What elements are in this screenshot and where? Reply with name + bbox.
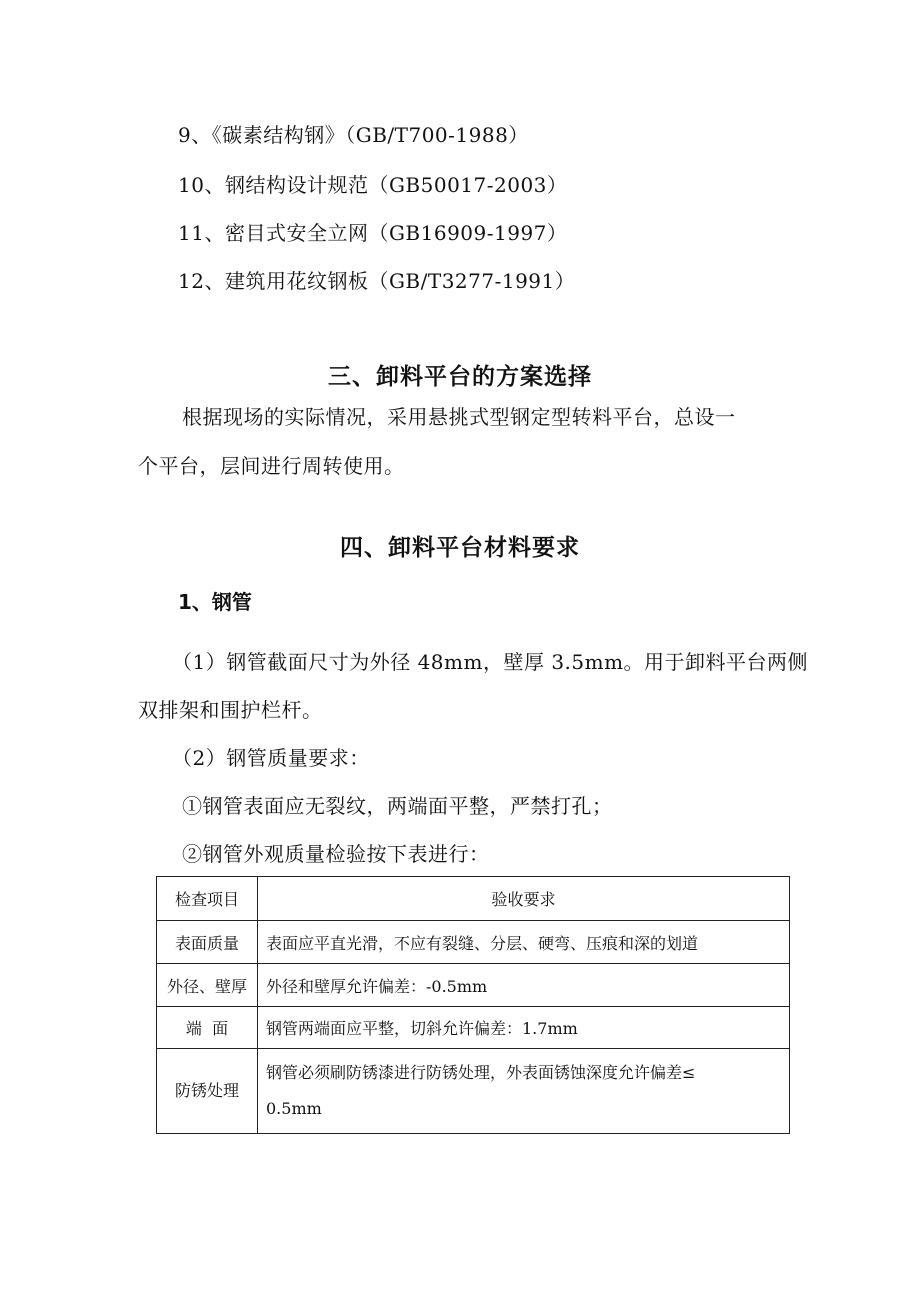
section-3-paragraph-line-2: 个平台，层间进行周转使用。: [138, 454, 405, 478]
reference-item-9: 9、《碳素结构钢》（GB/T700-1988）: [178, 123, 529, 147]
header-acceptance-requirement: 验收要求: [258, 877, 790, 921]
requirement-line-1: 钢管必须刷防锈漆进行防锈处理，外表面锈蚀深度允许偏差≤: [266, 1063, 696, 1082]
header-inspection-item: 检查项目: [157, 877, 258, 921]
section-3-heading: 三、卸料平台的方案选择: [328, 364, 592, 390]
table-header-row: [157, 877, 790, 921]
table-cell-item: 外径、壁厚: [157, 964, 258, 1007]
requirement-item-1: ①钢管表面应无裂纹，两端面平整，严禁打孔；: [182, 794, 613, 818]
reference-item-10: 10、钢结构设计规范（GB50017-2003）: [178, 173, 568, 197]
paragraph-1-line-2: 双排架和围护栏杆。: [138, 698, 323, 722]
table-cell-requirement: 外径和壁厚允许偏差：-0.5mm: [258, 964, 790, 1007]
paragraph-1-line-1: （1）钢管截面尺寸为外径 48mm，壁厚 3.5mm。用于卸料平台两侧: [172, 650, 809, 674]
table-row: [157, 1049, 790, 1134]
subsection-steel-pipe-heading: 1、钢管: [178, 590, 252, 614]
table-row: [157, 964, 790, 1007]
section-4-heading: 四、卸料平台材料要求: [340, 535, 580, 561]
table-cell-item: 防锈处理: [157, 1049, 258, 1134]
pipe-inspection-table: [156, 876, 790, 1134]
table-row: [157, 921, 790, 964]
paragraph-2: （2）钢管质量要求：: [172, 746, 370, 770]
table-cell-requirement: [258, 1049, 790, 1134]
section-3-paragraph-line-1: 根据现场的实际情况，采用悬挑式型钢定型转料平台，总设一: [182, 405, 736, 429]
table-cell-item: 表面质量: [157, 921, 258, 964]
requirement-line-2: 0.5mm: [266, 1099, 322, 1118]
reference-item-11: 11、密目式安全立网（GB16909-1997）: [178, 221, 568, 245]
table-cell-item: 端 面: [157, 1007, 258, 1049]
table-row: [157, 1007, 790, 1049]
reference-item-12: 12、建筑用花纹钢板（GB/T3277-1991）: [178, 269, 576, 293]
table-cell-requirement: 钢管两端面应平整，切斜允许偏差：1.7mm: [258, 1007, 790, 1049]
table-cell-requirement: 表面应平直光滑，不应有裂缝、分层、硬弯、压痕和深的划道: [258, 921, 790, 964]
requirement-item-2: ②钢管外观质量检验按下表进行：: [182, 842, 490, 866]
